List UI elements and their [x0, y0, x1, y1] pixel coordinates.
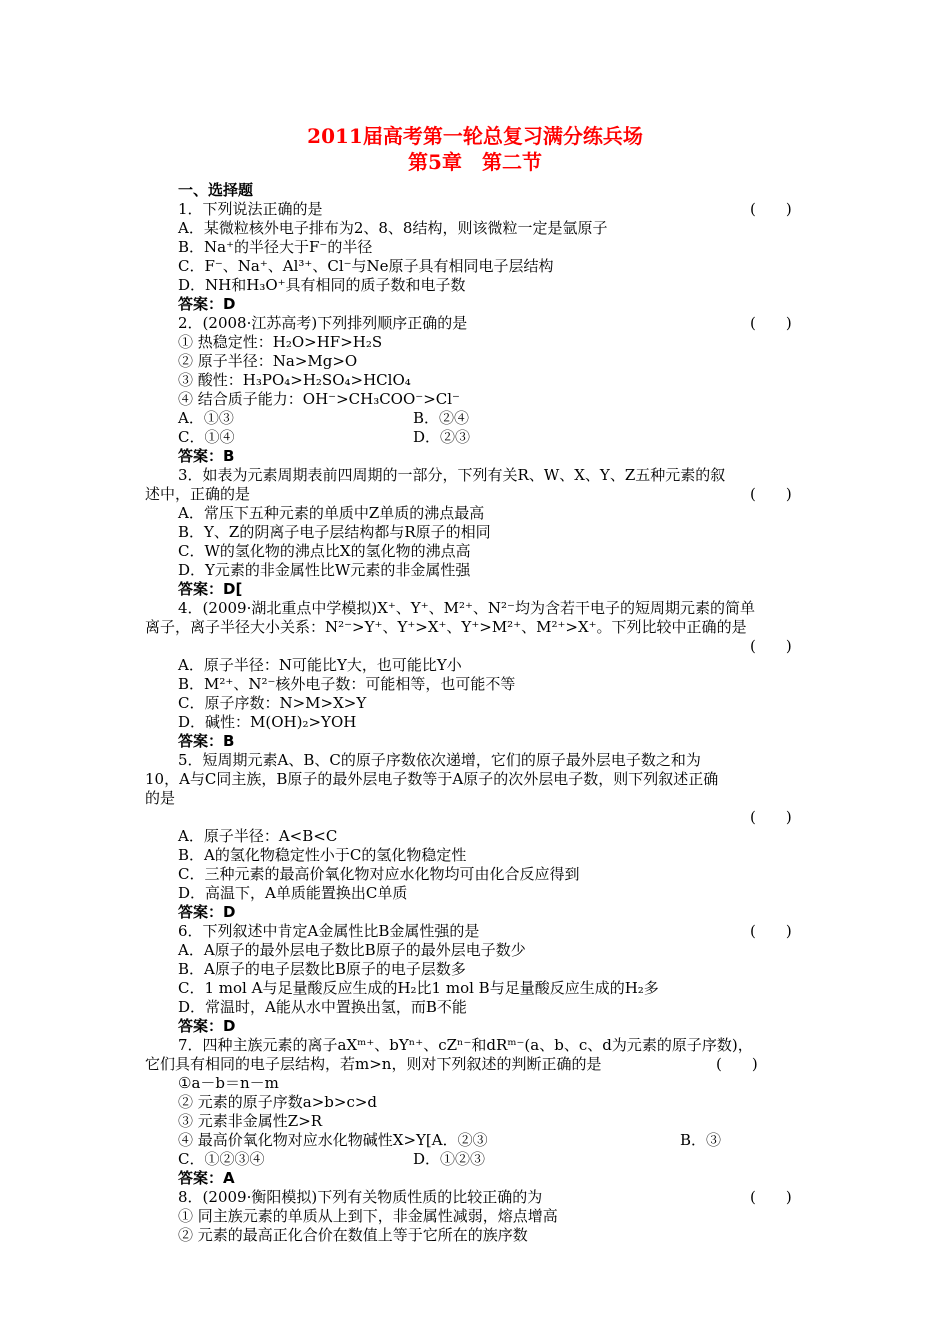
answer-blank: ( )	[750, 922, 792, 940]
text-line: ② 元素的原子序数a>b>c>d	[178, 1093, 378, 1111]
text-line: D．高温下，A单质能置换出C单质	[178, 884, 408, 902]
answer-line: 答案：B	[178, 732, 235, 750]
text-line: B．Na⁺的半径大于F⁻的半径	[178, 238, 373, 256]
text-line: A．某微粒核外电子排布为2、8、8结构，则该微粒一定是氩原子	[178, 219, 608, 237]
answer-line: 答案：D	[178, 295, 236, 313]
text-line: B．M²⁺、N²⁻核外电子数：可能相等，也可能不等	[178, 675, 516, 693]
text-line: D．NH和H₃O⁺具有相同的质子数和电子数	[178, 276, 466, 294]
text-line: 7．四种主族元素的离子aXᵐ⁺、bYⁿ⁺、cZⁿ⁻和dRᵐ⁻(a、b、c、d为元素的原子序数)，	[178, 1036, 753, 1054]
text-line: 它们具有相同的电子层结构，若m>n，则对下列叙述的判断正确的是	[145, 1055, 602, 1073]
text-line: D．②③	[413, 428, 471, 446]
text-line: 离子，离子半径大小关系：N²⁻>Y⁺、Y⁺>X⁺、Y⁺>M²⁺、M²⁺>X⁺。下列比较中正确的是	[145, 618, 747, 636]
text-line: ③ 元素非金属性Z>R	[178, 1112, 323, 1130]
text-line: 述中，正确的是	[145, 485, 251, 503]
answer-blank: ( )	[750, 485, 792, 503]
text-line: B．Y、Z的阴离子电子层结构都与R原子的相同	[178, 523, 491, 541]
page-subtitle: 第5章 第二节	[408, 150, 542, 174]
answer-blank: ( )	[750, 314, 792, 332]
text-line: C．W的氢化物的沸点比X的氢化物的沸点高	[178, 542, 471, 560]
text-line: C．原子序数：N>M>X>Y	[178, 694, 367, 712]
text-line: C．1 mol A与足量酸反应生成的H₂比1 mol B与足量酸反应生成的H₂多	[178, 979, 659, 997]
answer-blank: ( )	[750, 200, 792, 218]
text-line: ② 元素的最高正化合价在数值上等于它所在的族序数	[178, 1226, 528, 1244]
answer-blank: ( )	[750, 1188, 792, 1206]
text-line: B．A的氢化物稳定性小于C的氢化物稳定性	[178, 846, 467, 864]
text-line: A．原子半径：N可能比Y大，也可能比Y小	[178, 656, 462, 674]
answer-line: 答案：D	[178, 1017, 236, 1035]
text-line: 4．(2009·湖北重点中学模拟)X⁺、Y⁺、M²⁺、N²⁻均为含若干电子的短周期元素的简单	[178, 599, 755, 617]
text-line: C．①④	[178, 428, 235, 446]
text-line: ③ 酸性：H₃PO₄>H₂SO₄>HClO₄	[178, 371, 411, 389]
text-line: D．Y元素的非金属性比W元素的非金属性强	[178, 561, 471, 579]
answer-line: 答案：B	[178, 447, 235, 465]
text-line: 的是	[145, 789, 176, 807]
text-line: 10，A与C同主族，B原子的最外层电子数等于A原子的次外层电子数，则下列叙述正确	[145, 770, 719, 788]
text-line: ① 热稳定性：H₂O>HF>H₂S	[178, 333, 383, 351]
answer-line: 答案：D	[178, 903, 236, 921]
answer-line: 答案：D[	[178, 580, 243, 598]
text-line: A．原子半径：A<B<C	[178, 827, 338, 845]
text-line: C．F⁻、Na⁺、Al³⁺、Cl⁻与Ne原子具有相同电子层结构	[178, 257, 554, 275]
answer-blank: ( )	[716, 1055, 758, 1073]
text-line: B．②④	[413, 409, 470, 427]
text-line: D．常温时，A能从水中置换出氢，而B不能	[178, 998, 467, 1016]
text-line: 5．短周期元素A、B、C的原子序数依次递增，它们的原子最外层电子数之和为	[178, 751, 701, 769]
text-line: 6．下列叙述中肯定A金属性比B金属性强的是	[178, 922, 480, 940]
text-line: ② 原子半径：Na>Mg>O	[178, 352, 358, 370]
answer-blank: ( )	[750, 808, 792, 826]
answer-line: 一、选择题	[178, 181, 254, 199]
text-line: B．③	[680, 1131, 722, 1149]
answer-blank: ( )	[750, 637, 792, 655]
text-line: A．常压下五种元素的单质中Z单质的沸点最高	[178, 504, 485, 522]
text-line: 8．(2009·衡阳模拟)下列有关物质性质的比较正确的为	[178, 1188, 543, 1206]
text-line: C．①②③④	[178, 1150, 265, 1168]
text-line: D．①②③	[413, 1150, 486, 1168]
page-title: 2011届高考第一轮总复习满分练兵场	[307, 124, 643, 148]
text-line: ④ 最高价氧化物对应水化物碱性X>Y[A．②③	[178, 1131, 488, 1149]
text-line: ①a－b＝n－m	[178, 1074, 279, 1092]
text-line: B．A原子的电子层数比B原子的电子层数多	[178, 960, 466, 978]
text-line: ① 同主族元素的单质从上到下，非金属性减弱，熔点增高	[178, 1207, 558, 1225]
text-line: C．三种元素的最高价氧化物对应水化物均可由化合反应得到	[178, 865, 580, 883]
text-line: D．碱性：M(OH)₂>YOH	[178, 713, 357, 731]
text-line: 2．(2008·江苏高考)下列排列顺序正确的是	[178, 314, 468, 332]
text-line: A．A原子的最外层电子数比B原子的最外层电子数少	[178, 941, 526, 959]
answer-line: 答案：A	[178, 1169, 235, 1187]
text-line: A．①③	[178, 409, 234, 427]
text-line: 1．下列说法正确的是	[178, 200, 323, 218]
text-line: ④ 结合质子能力：OH⁻>CH₃COO⁻>Cl⁻	[178, 390, 460, 408]
text-line: 3．如表为元素周期表前四周期的一部分，下列有关R、W、X、Y、Z五种元素的叙	[178, 466, 726, 484]
